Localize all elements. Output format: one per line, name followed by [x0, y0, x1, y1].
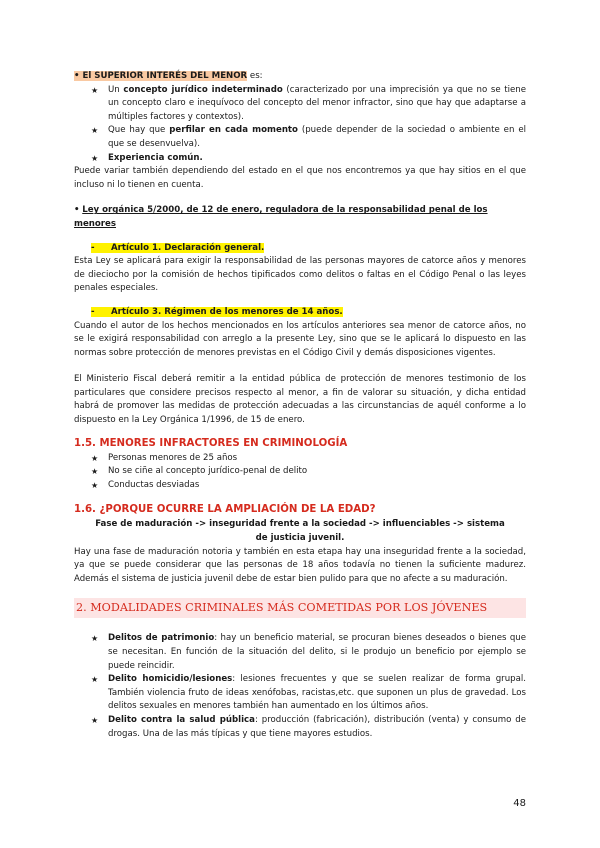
- intro-term: El SUPERIOR INTERÉS DEL MENOR: [82, 71, 248, 81]
- list-item: ★ Delitos de patrimonio: hay un beneficio material, se procuran bienes deseados o bienes que se necesitan. En función de la situación del delito, si le produjo un beneficio por ejemplo se puede reincidir.: [91, 633, 527, 671]
- list-item: ★ No se ciñe al concepto jurídico-penal de delito: [74, 465, 526, 479]
- star-bullet-icon: ★: [91, 634, 99, 644]
- section-2-list: [74, 632, 526, 741]
- list-item: ★ Delito contra la salud pública: producción (fabricación), distribución (venta) y consumo de drogas. Una de las más típicas y que tiene mayores estudios.: [91, 714, 526, 739]
- article-3-text: Cuando el autor de los hechos mencionados en los artículos anteriores sea menor de catorce años, no se le exigirá responsabilidad con arreglo a la presente Ley, sino que se le aplicará lo dispuesto en las normas sobre protección de menores previstas en el Código Civil y demás disposiciones vigentes.: [74, 320, 526, 358]
- intro-list: [74, 84, 526, 166]
- section-2-heading: 2. MODALIDADES CRIMINALES MÁS COMETIDAS POR LOS JÓVENES: [74, 598, 526, 618]
- ministerio-fiscal-text: El Ministerio Fiscal deberá remitir a la entidad pública de protección de menores testimonio de los particulares que considere precisos respecto al menor, a fin de valorar su situación, y dicha entidad habrá de promover las medidas de protección adecuadas a las circunstancias de aquél conforme a lo dispuesto en la Ley Orgánica 1/1996, de 15 de enero.: [74, 374, 526, 426]
- list-item: ★ Delito homicidio/lesiones: lesiones frecuentes y que se suelen realizar de forma grupal. También violencia fruto de ideas xenófobas, racistas,etc. que suponen un plus de gravedad. Los delitos sexuales en menores también han aumentado en los últimos años.: [91, 674, 527, 712]
- section-1-6-subtitle: Fase de maduración -> inseguridad frente a la sociedad -> influenciables -> sistema de justicia juvenil.: [95, 519, 505, 544]
- ley-heading: • Ley orgánica 5/2000, de 12 de enero, reguladora de la responsabilidad penal de los menores: [74, 205, 488, 229]
- star-bullet-icon: ★: [91, 85, 99, 95]
- list-item: ★ Experiencia común.: [74, 152, 526, 166]
- star-bullet-icon: ★: [91, 675, 99, 685]
- section-1-5-list: [74, 452, 526, 493]
- page-number: 48: [513, 798, 526, 809]
- list-item: ★ Que hay que perfilar en cada momento (puede depender de la sociedad o ambiente en el que se desenvuelva).: [91, 125, 526, 149]
- article-1-heading: - Artículo 1. Declaración general.: [91, 242, 265, 253]
- list-item: ★ Personas menores de 25 años: [74, 452, 526, 466]
- list-item: ★ Un concepto jurídico indeterminado (caracterizado por una imprecisión ya que no se tiene un concepto claro e inequívoco del concepto del menor infractor, sino que hay que adaptarse a múltiples factores y contextos).: [91, 84, 526, 122]
- star-bullet-icon: ★: [91, 467, 99, 477]
- list-item: ★ Conductas desviadas: [74, 479, 526, 493]
- intro-after-text: Puede variar también dependiendo del estado en el que nos encontremos ya que hay sitios en el que incluso ni lo tienen en cuenta.: [74, 166, 526, 190]
- article-3-heading: - Artículo 3. Régimen de los menores de 14 años.: [91, 306, 343, 317]
- article-1-text: Esta Ley se aplicará para exigir la responsabilidad de las personas mayores de catorce años y menores de dieciocho por la comisión de hechos tipificados como delitos o faltas en el Código Penal o las leyes penales especiales.: [74, 256, 526, 294]
- star-bullet-icon: ★: [91, 153, 99, 163]
- section-1-6-heading: 1.6. ¿PORQUE OCURRE LA AMPLIACIÓN DE LA EDAD?: [74, 504, 376, 516]
- intro-heading: • El SUPERIOR INTERÉS DEL MENOR es:: [74, 71, 263, 81]
- section-1-5-heading: 1.5. MENORES INFRACTORES EN CRIMINOLOGÍA: [74, 437, 348, 449]
- star-bullet-icon: ★: [91, 480, 99, 490]
- star-bullet-icon: ★: [91, 453, 99, 463]
- document-page: [74, 70, 526, 741]
- ley-title: Ley orgánica 5/2000, de 12 de enero, reguladora de la responsabilidad penal de los menores: [74, 205, 488, 229]
- star-bullet-icon: ★: [91, 126, 99, 136]
- section-1-6-text: Hay una fase de maduración notoria y también en esta etapa hay una inseguridad frente a la sociedad, ya que se puede considerar que las personas de 18 años todavía no tienen la suficiente madurez. Además el sistema de justicia juvenil debe de estar bien pulido para que no afecte a su maduración.: [74, 546, 526, 584]
- star-bullet-icon: ★: [91, 715, 99, 725]
